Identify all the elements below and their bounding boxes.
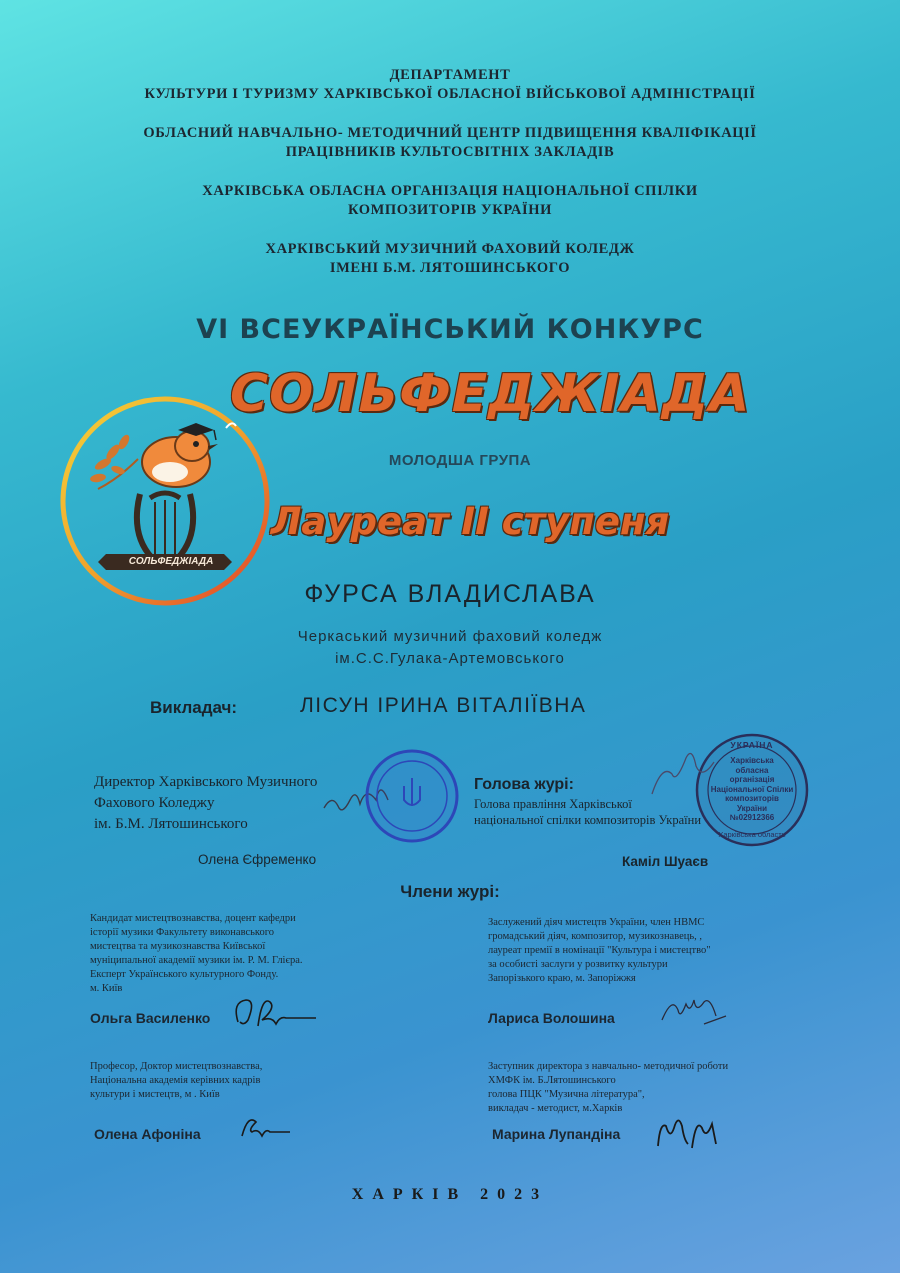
logo-label: СОЛЬФЕДЖІАДА [128,556,214,567]
organizer-3 [0,182,900,220]
organizer-line: ІМЕНІ Б.М. ЛЯТОШИНСЬКОГО [329,260,571,276]
chair-name: Каміл Шуаєв [622,854,709,869]
desc-line: Експерт Українського культурного Фонду. [90,969,279,980]
organizer-1 [0,66,900,104]
contest-title: СОЛЬФЕДЖІАДА [230,364,751,424]
desc-line: історії музики Факультету виконавського [90,927,275,938]
member-name: Ольга Василенко [90,1010,211,1026]
desc-line: Національна академія керівних кадрів [90,1075,261,1086]
stamp-line: Харківська [730,756,774,765]
organizer-line: КОМПОЗИТОРІВ УКРАЇНИ [348,202,552,218]
desc-line: за особисті заслуги у розвитку культури [488,959,668,970]
director-signature [318,748,478,844]
jury-members-title: Члени журі: [400,882,500,901]
logo-icon [58,394,272,608]
member-desc [488,916,788,986]
signature-icon [228,992,328,1032]
desc-line: Заступник директора з навчально- методичної роботи [488,1061,729,1072]
member-name: Олена Афоніна [94,1126,201,1142]
desc-line: лауреат премії в номінації "Культура і мистецтво" [488,945,711,956]
member-desc [488,1060,788,1116]
contest-logo [58,394,272,608]
award-title: Лауреат II ступеня [270,500,670,543]
desc-line: мистецтва та музикознавства Київської [90,941,266,952]
school-line: Черкаський музичний фаховий коледж [297,628,603,645]
desc-line: викладач - методист, м.Харків [488,1103,623,1114]
stamp-line: України [736,803,767,813]
desc-line: Запорізького краю, м. Запоріжжя [488,973,636,984]
director-name: Олена Єфременко [198,852,317,867]
organizer-2 [0,124,900,162]
desc-line: Заслужений діяч мистецтв України, член НВМС [488,917,705,928]
stamp-line: організація [729,775,775,784]
stamp-line: Національної Спілки [710,784,794,794]
member-name: Марина Лупандіна [492,1126,621,1142]
age-group: МОЛОДША ГРУПА [388,452,532,469]
school-line: ім.С.С.Гулака-Артемовського [335,650,565,667]
member-name: Лариса Волошина [488,1010,615,1026]
teacher-name: ЛІСУН ІРИНА ВІТАЛІЇВНА [300,694,587,717]
desc-line: Професор, Доктор мистецтвознавства, [90,1061,263,1072]
teacher-label: Викладач: [150,698,238,717]
stamp-body [708,756,796,823]
signature-icon [318,748,478,844]
director-line: Директор Харківського Музичного [94,774,318,790]
organizer-line: ХАРКІВСЬКИЙ МУЗИЧНИЙ ФАХОВИЙ КОЛЕДЖ [265,241,635,257]
organizer-line: ОБЛАСНИЙ НАВЧАЛЬНО- МЕТОДИЧНИЙ ЦЕНТР ПІДВИЩЕННЯ КВАЛІФІКАЦІЇ [143,125,757,141]
director-title [94,772,317,835]
contest-heading: VI ВСЕУКРАЇНСЬКИЙ КОНКУРС [196,314,704,345]
organizer-line: ПРАЦІВНИКІВ КУЛЬТОСВІТНІХ ЗАКЛАДІВ [285,144,615,160]
desc-line: муніципальної академії музики ім. Р. М. Глієра. [90,955,303,966]
chair-line: Голова правління Харківської [474,797,632,811]
organizer-line: КУЛЬТУРИ І ТУРИЗМУ ХАРКІВСЬКОЇ ОБЛАСНОЇ ВІЙСЬКОВОЇ АДМІНІСТРАЦІЇ [144,86,756,102]
director-line: ім. Б.М. Лятошинського [94,816,248,832]
stamp-line: №02912366 [729,813,775,822]
member-desc [90,912,340,996]
school [0,626,900,670]
desc-line: ХМФК ім. Б.Лятошинського [488,1075,616,1086]
footer-city-year: ХАРКІВ 2023 [351,1186,549,1203]
stamp-top-text: УКРАЇНА [730,740,774,750]
stamp-line: композиторів [725,794,779,803]
signature-icon [656,990,740,1034]
member-desc [90,1060,340,1102]
organizer-4 [0,240,900,278]
stamp-bottom-text: Харківська область [718,830,786,839]
participant-name: ФУРСА ВЛАДИСЛАВА [304,580,596,608]
stamp-line: обласна [735,765,769,775]
signature-icon [236,1110,300,1144]
chair-line: національної спілки композиторів України [474,813,702,827]
desc-line: голова ПЦК "Музична література", [488,1089,645,1100]
desc-line: м. Київ [90,983,123,994]
signature-icon [648,744,718,804]
chair-title: Голова журі: [474,776,574,793]
desc-line: культури і мистецтв, м . Київ [90,1089,220,1100]
signature-icon [652,1114,722,1154]
organizer-line: ХАРКІВСЬКА ОБЛАСНА ОРГАНІЗАЦІЯ НАЦІОНАЛЬНОЇ СПІЛКИ [202,183,698,199]
organizer-line: ДЕПАРТАМЕНТ [389,67,511,83]
chair-signature [648,744,718,804]
director-line: Фахового Коледжу [94,795,215,811]
desc-line: громадський діяч, композитор, музикознавець, , [488,931,703,942]
desc-line: Кандидат мистецтвознавства, доцент кафедри [90,913,296,924]
